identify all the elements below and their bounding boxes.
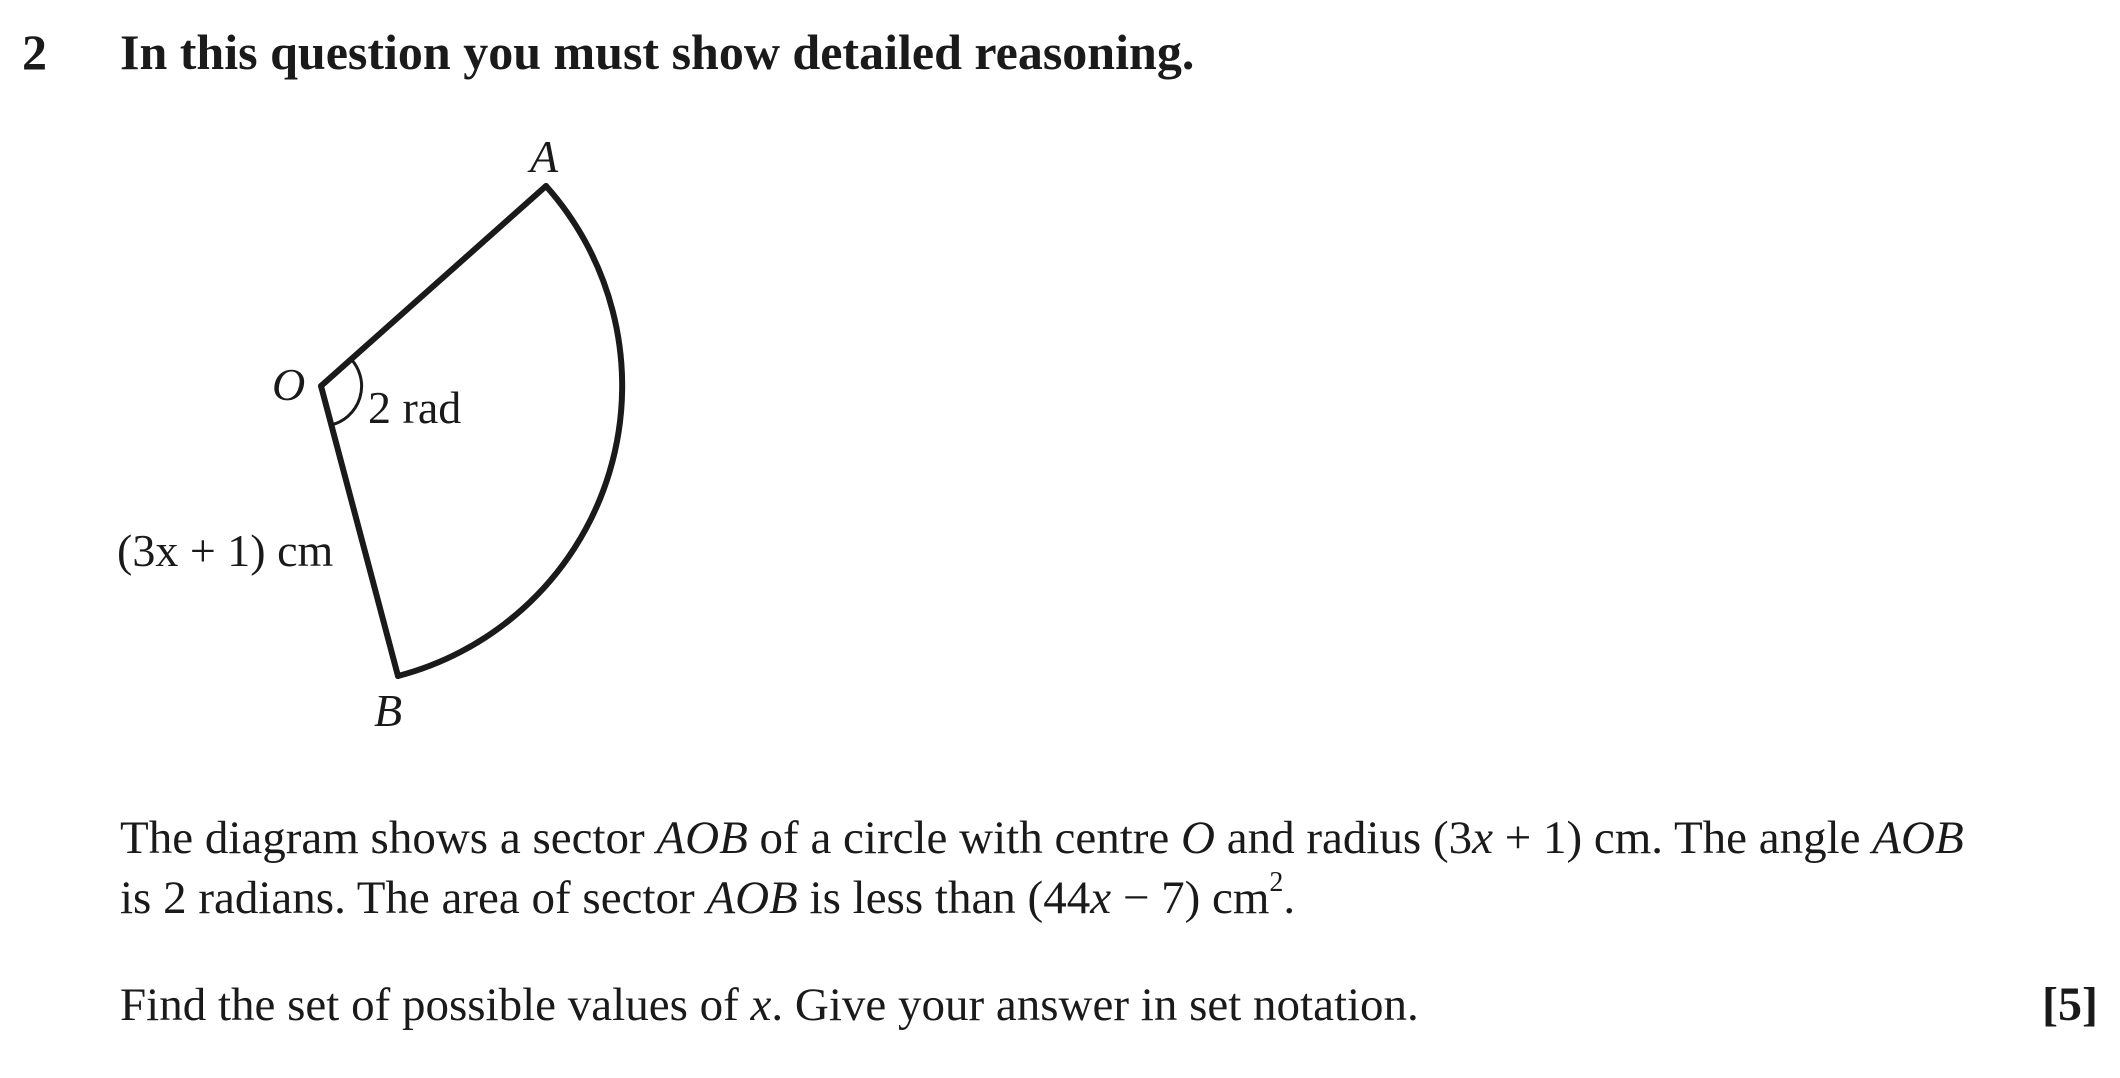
desc-text: − 7) cm xyxy=(1111,872,1270,924)
variable-x: x xyxy=(750,979,772,1031)
exponent: 2 xyxy=(1269,867,1284,898)
desc-text: is 2 radians. The area of sector xyxy=(120,872,707,924)
desc-text: + 1) cm. The angle xyxy=(1492,812,1873,864)
desc-text: The diagram shows a sector xyxy=(120,812,657,864)
radius-OA xyxy=(321,186,546,386)
question-number: 2 xyxy=(22,24,47,80)
label-B: B xyxy=(374,685,403,736)
task-text-part: . Give your answer in set notation. xyxy=(771,979,1419,1031)
label-A: A xyxy=(530,131,559,182)
question-instruction: In this question you must show detailed reasoning. xyxy=(120,24,1195,80)
description-paragraph xyxy=(120,808,2100,928)
radius-label: (3x + 1) cm xyxy=(117,525,334,576)
desc-text: of a circle with centre xyxy=(747,812,1182,864)
task-text-part: Find the set of possible values of xyxy=(120,979,751,1031)
variable-x: x xyxy=(1090,872,1112,924)
desc-text: is less than (44 xyxy=(797,872,1091,924)
angle-name: AOB xyxy=(1872,812,1964,864)
sector-name: AOB xyxy=(706,872,798,924)
variable-x: x xyxy=(1472,812,1493,864)
desc-text: and radius (3 xyxy=(1214,812,1473,864)
label-O: O xyxy=(272,359,306,410)
marks-label: [5] xyxy=(2042,978,2098,1031)
desc-text: . xyxy=(1283,872,1296,924)
angle-label: 2 rad xyxy=(368,382,462,433)
task-text xyxy=(120,975,2100,1035)
centre-name: O xyxy=(1181,812,1215,864)
angle-marker xyxy=(331,359,362,425)
sector-name: AOB xyxy=(656,812,748,864)
